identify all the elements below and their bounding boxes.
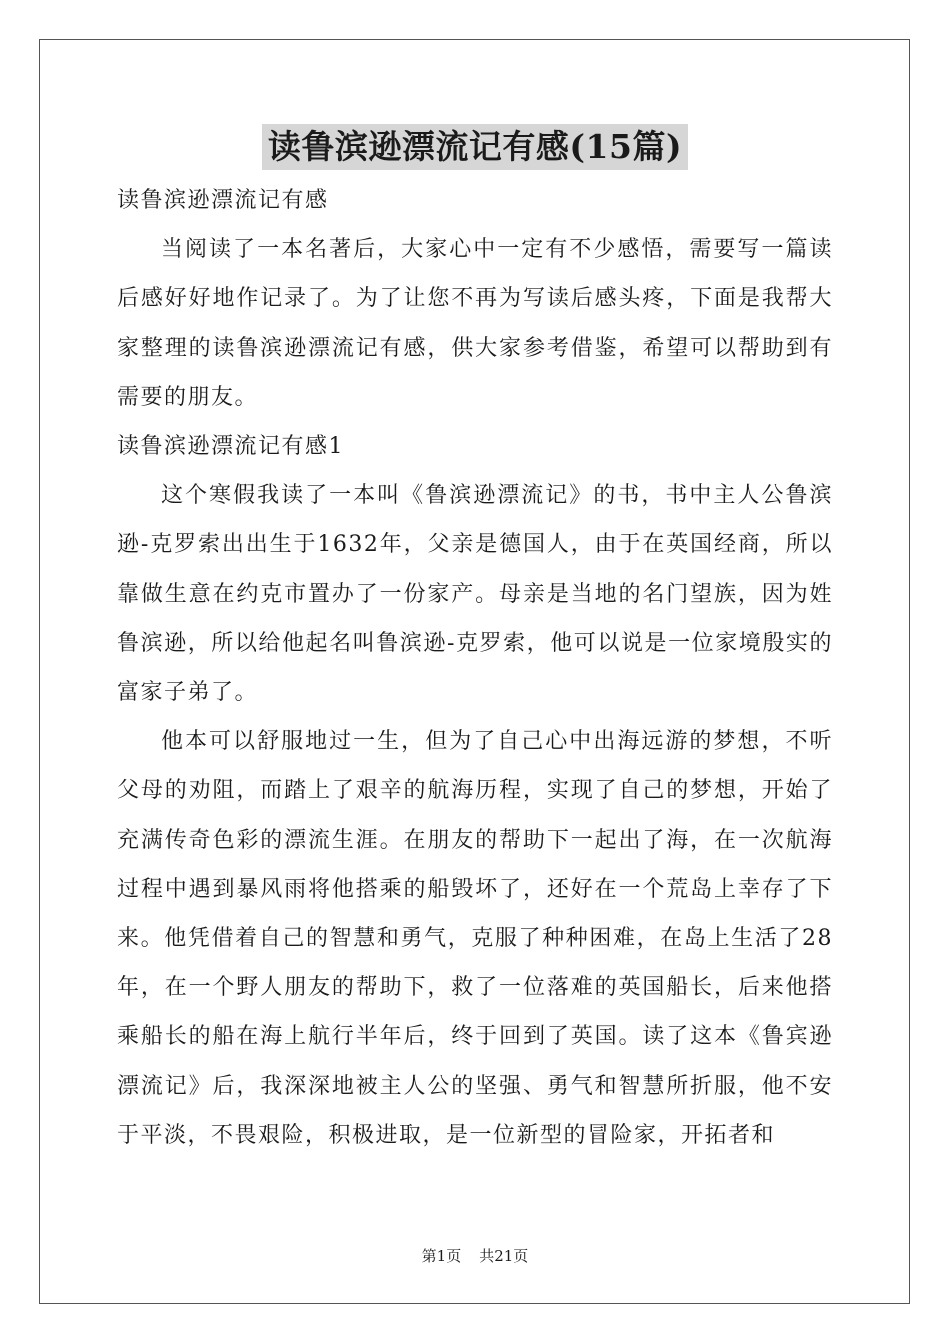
heading-main: 读鲁滨逊漂流记有感 — [117, 188, 329, 213]
body-paragraph-1: 这个寒假我读了一本叫《鲁滨逊漂流记》的书，书中主人公鲁滨逊-克罗索出出生于1632年，父亲是德国人，由于在英国经商，所以靠做生意在约克市置办了一份家产。母亲是当地的名门望族，因为姓鲁滨逊，所以给他起名叫鲁滨逊-克罗索，他可以说是一位家境殷实的富家子弟了。 — [117, 483, 833, 706]
page-number-current: 第1页 — [421, 1247, 462, 1265]
page-number-total: 共21页 — [479, 1247, 529, 1265]
page-footer — [0, 1246, 950, 1266]
body-paragraph-2: 他本可以舒服地过一生，但为了自己心中出海远游的梦想，不听父母的劝阻，而踏上了艰辛的航海历程，实现了自己的梦想，开始了充满传奇色彩的漂流生涯。在朋友的帮助下一起出了海，在一次航海过程中遇到暴风雨将他搭乘的船毁坏了，还好在一个荒岛上幸存了下来。他凭借着自己的智慧和勇气，克服了种种困难，在岛上生活了28年，在一个野人朋友的帮助下，救了一位落难的英国船长，后来他搭乘船长的船在海上航行半年后，终于回到了英国。读了这本《鲁宾逊漂流记》后，我深深地被主人公的坚强、勇气和智慧所折服，他不安于平淡，不畏艰险，积极进取，是一位新型的冒险家，开拓者和 — [117, 729, 833, 1148]
intro-paragraph: 当阅读了一本名著后，大家心中一定有不少感悟，需要写一篇读后感好好地作记录了。为了让您不再为写读后感头疼，下面是我帮大家整理的读鲁滨逊漂流记有感，供大家参考借鉴，希望可以帮助到有需要的朋友。 — [117, 237, 833, 410]
document-body — [117, 176, 833, 1160]
title-container — [0, 124, 950, 170]
document-title: 读鲁滨逊漂流记有感(15篇) — [262, 124, 688, 170]
section-heading: 读鲁滨逊漂流记有感1 — [117, 434, 344, 460]
